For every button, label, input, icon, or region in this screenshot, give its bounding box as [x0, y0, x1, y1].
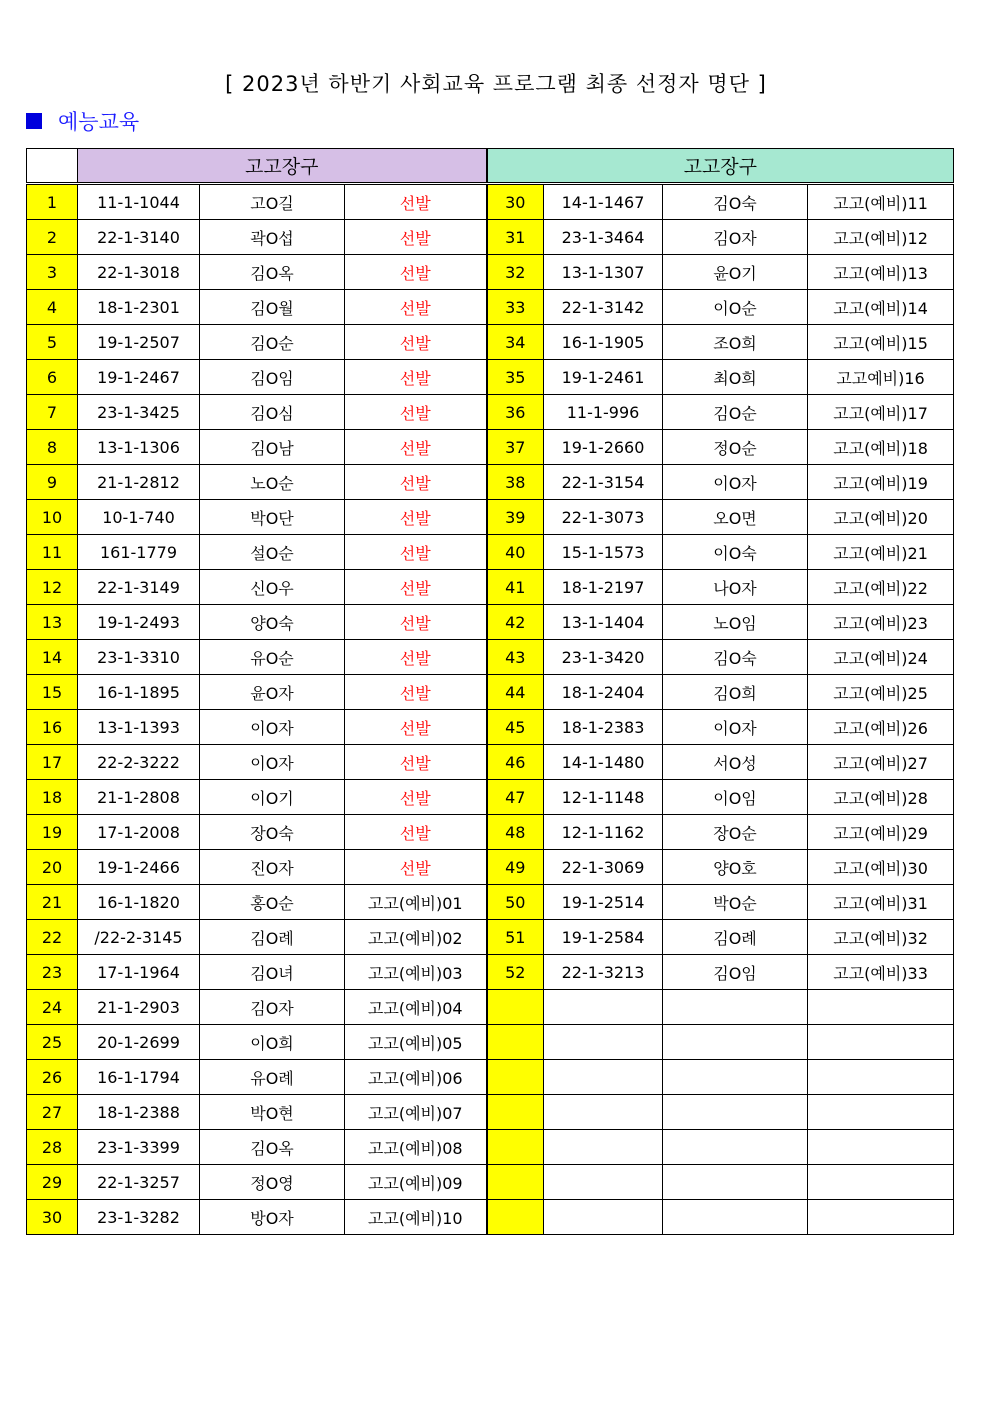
row-number: 45: [487, 710, 544, 745]
member-name: 신O우: [200, 570, 345, 605]
selection-status: 고고(예비)15: [808, 325, 954, 360]
row-number: 2: [27, 220, 78, 255]
selection-status: 선발: [345, 184, 487, 220]
member-name: 이O기: [200, 780, 345, 815]
member-id: 18-1-2197: [544, 570, 663, 605]
member-name: 김O희: [663, 675, 808, 710]
page-title: [ 2023년 하반기 사회교육 프로그램 최종 선정자 명단 ]: [225, 72, 767, 96]
selection-status: 선발: [345, 290, 487, 325]
table-row: [27, 745, 954, 780]
selection-status: [808, 1165, 954, 1200]
member-id: 22-1-3142: [544, 290, 663, 325]
member-id: 22-1-3213: [544, 955, 663, 990]
member-id: 16-1-1905: [544, 325, 663, 360]
selection-status: 선발: [345, 430, 487, 465]
member-name: 노O임: [663, 605, 808, 640]
selection-status: 고고(예비)12: [808, 220, 954, 255]
selection-status: 고고(예비)23: [808, 605, 954, 640]
row-number: 47: [487, 780, 544, 815]
selection-status: 고고(예비)21: [808, 535, 954, 570]
selection-status: 고고(예비)02: [345, 920, 487, 955]
table-row: [27, 430, 954, 465]
selection-status: 선발: [345, 220, 487, 255]
row-number: 44: [487, 675, 544, 710]
member-name: 이O자: [663, 465, 808, 500]
member-name: 서O성: [663, 745, 808, 780]
row-number: 50: [487, 885, 544, 920]
row-number: 51: [487, 920, 544, 955]
selection-status: 고고(예비)20: [808, 500, 954, 535]
table-row: [27, 675, 954, 710]
row-number: 25: [27, 1025, 78, 1060]
row-number: 3: [27, 255, 78, 290]
member-id: 12-1-1162: [544, 815, 663, 850]
member-name: 김O녀: [200, 955, 345, 990]
selection-status: 선발: [345, 850, 487, 885]
table-row: [27, 570, 954, 605]
row-number: 17: [27, 745, 78, 780]
selection-status: 고고(예비)19: [808, 465, 954, 500]
selection-status: 고고(예비)29: [808, 815, 954, 850]
selection-status: 선발: [345, 465, 487, 500]
member-id: 19-1-2467: [78, 360, 200, 395]
member-id: 19-1-2514: [544, 885, 663, 920]
selection-status: 고고(예비)30: [808, 850, 954, 885]
row-number: 18: [27, 780, 78, 815]
member-id: 22-1-3140: [78, 220, 200, 255]
selection-status: 고고(예비)17: [808, 395, 954, 430]
member-id: 12-1-1148: [544, 780, 663, 815]
section-heading: [26, 106, 139, 136]
section-label: 예능교육: [58, 110, 140, 134]
member-id: 13-1-1306: [78, 430, 200, 465]
member-name: 김O자: [200, 990, 345, 1025]
member-id: 14-1-1480: [544, 745, 663, 780]
member-id: [544, 990, 663, 1025]
member-id: [544, 1095, 663, 1130]
row-number: 22: [27, 920, 78, 955]
member-id: 22-1-3018: [78, 255, 200, 290]
row-number: 23: [27, 955, 78, 990]
row-number: 31: [487, 220, 544, 255]
row-number: 38: [487, 465, 544, 500]
selection-status: 고고(예비)27: [808, 745, 954, 780]
member-name: 윤O기: [663, 255, 808, 290]
member-id: 13-1-1404: [544, 605, 663, 640]
member-name: 김O자: [663, 220, 808, 255]
member-name: 이O희: [200, 1025, 345, 1060]
member-name: [663, 1060, 808, 1095]
row-number: 30: [27, 1200, 78, 1235]
member-name: 김O임: [200, 360, 345, 395]
member-id: 19-1-2660: [544, 430, 663, 465]
row-number: 40: [487, 535, 544, 570]
row-number: [487, 1060, 544, 1095]
member-name: 노O순: [200, 465, 345, 500]
member-id: 22-1-3257: [78, 1165, 200, 1200]
row-number: [487, 1200, 544, 1235]
member-name: 김O심: [200, 395, 345, 430]
table-row: [27, 1025, 954, 1060]
member-id: 23-1-3425: [78, 395, 200, 430]
row-number: 39: [487, 500, 544, 535]
member-id: 15-1-1573: [544, 535, 663, 570]
member-name: 이O자: [200, 745, 345, 780]
member-id: 19-1-2493: [78, 605, 200, 640]
row-number: [487, 1095, 544, 1130]
selection-status: 고고(예비)09: [345, 1165, 487, 1200]
selection-status: 선발: [345, 395, 487, 430]
row-number: 19: [27, 815, 78, 850]
member-name: 박O단: [200, 500, 345, 535]
member-name: 양O호: [663, 850, 808, 885]
selection-status: 선발: [345, 675, 487, 710]
table-row: [27, 500, 954, 535]
member-name: 김O숙: [663, 640, 808, 675]
member-name: 방O자: [200, 1200, 345, 1235]
table-row: [27, 465, 954, 500]
table-row: [27, 815, 954, 850]
member-name: [663, 990, 808, 1025]
member-name: 양O숙: [200, 605, 345, 640]
table-row: [27, 920, 954, 955]
row-number: 16: [27, 710, 78, 745]
member-name: 김O숙: [663, 184, 808, 220]
selection-status: 고고(예비)06: [345, 1060, 487, 1095]
member-name: 김O순: [663, 395, 808, 430]
row-number: 20: [27, 850, 78, 885]
row-number: 33: [487, 290, 544, 325]
member-name: 김O남: [200, 430, 345, 465]
member-name: 김O례: [663, 920, 808, 955]
table-row: [27, 1095, 954, 1130]
selection-status: 고고(예비)05: [345, 1025, 487, 1060]
table-row: [27, 955, 954, 990]
member-id: 22-1-3149: [78, 570, 200, 605]
table-row: [27, 780, 954, 815]
selection-status: 고고(예비)03: [345, 955, 487, 990]
table-row: [27, 640, 954, 675]
row-number: 32: [487, 255, 544, 290]
table-row: [27, 1165, 954, 1200]
selection-status: [808, 1025, 954, 1060]
member-id: 21-1-2808: [78, 780, 200, 815]
member-name: 장O순: [663, 815, 808, 850]
row-number: 1: [27, 184, 78, 220]
row-number: [487, 990, 544, 1025]
member-name: 김O옥: [200, 1130, 345, 1165]
row-number: 41: [487, 570, 544, 605]
member-name: 이O임: [663, 780, 808, 815]
row-number: 13: [27, 605, 78, 640]
member-id: 19-1-2584: [544, 920, 663, 955]
member-name: 김O옥: [200, 255, 345, 290]
member-id: 16-1-1794: [78, 1060, 200, 1095]
row-number: 46: [487, 745, 544, 780]
table-row: [27, 220, 954, 255]
member-name: [663, 1200, 808, 1235]
member-id: 23-1-3282: [78, 1200, 200, 1235]
member-id: 23-1-3310: [78, 640, 200, 675]
selection-status: 선발: [345, 640, 487, 675]
table-row: [27, 1060, 954, 1095]
member-id: [544, 1060, 663, 1095]
table-row: [27, 1200, 954, 1235]
member-name: 이O순: [663, 290, 808, 325]
member-id: 22-2-3222: [78, 745, 200, 780]
row-number: 52: [487, 955, 544, 990]
selection-status: 선발: [345, 500, 487, 535]
row-number: 8: [27, 430, 78, 465]
member-id: 21-1-2812: [78, 465, 200, 500]
row-number: 29: [27, 1165, 78, 1200]
member-id: 16-1-1895: [78, 675, 200, 710]
row-number: 11: [27, 535, 78, 570]
member-id: 18-1-2301: [78, 290, 200, 325]
member-name: 김O임: [663, 955, 808, 990]
member-id: 20-1-2699: [78, 1025, 200, 1060]
row-number: 42: [487, 605, 544, 640]
member-id: 19-1-2507: [78, 325, 200, 360]
table-row: [27, 1130, 954, 1165]
selection-status: 선발: [345, 360, 487, 395]
member-id: 19-1-2466: [78, 850, 200, 885]
member-id: [544, 1025, 663, 1060]
table-header-row: [27, 149, 954, 184]
row-number: 15: [27, 675, 78, 710]
selection-status: [808, 1060, 954, 1095]
member-name: 이O숙: [663, 535, 808, 570]
member-id: 18-1-2404: [544, 675, 663, 710]
member-id: 23-1-3464: [544, 220, 663, 255]
row-number: 4: [27, 290, 78, 325]
selection-status: 고고(예비)08: [345, 1130, 487, 1165]
member-id: 16-1-1820: [78, 885, 200, 920]
row-number: 37: [487, 430, 544, 465]
member-id: [544, 1130, 663, 1165]
row-number: 7: [27, 395, 78, 430]
row-number: 9: [27, 465, 78, 500]
member-id: 11-1-996: [544, 395, 663, 430]
member-name: 나O자: [663, 570, 808, 605]
member-name: 장O숙: [200, 815, 345, 850]
row-number: 48: [487, 815, 544, 850]
member-name: [663, 1130, 808, 1165]
selection-status: 선발: [345, 745, 487, 780]
selection-status: 고고(예비)07: [345, 1095, 487, 1130]
selection-status: 고고(예비)01: [345, 885, 487, 920]
member-name: 고O길: [200, 184, 345, 220]
row-number: 27: [27, 1095, 78, 1130]
member-id: 19-1-2461: [544, 360, 663, 395]
member-id: 14-1-1467: [544, 184, 663, 220]
row-number: [487, 1130, 544, 1165]
member-name: 김O월: [200, 290, 345, 325]
member-name: 유O례: [200, 1060, 345, 1095]
row-number: 26: [27, 1060, 78, 1095]
member-name: 최O희: [663, 360, 808, 395]
member-name: 윤O자: [200, 675, 345, 710]
header-right-group: 고고장구: [487, 149, 954, 184]
row-number: 10: [27, 500, 78, 535]
header-left-group: 고고장구: [78, 149, 487, 184]
row-number: 36: [487, 395, 544, 430]
row-number: 12: [27, 570, 78, 605]
table-row: [27, 290, 954, 325]
selection-status: 고고(예비)22: [808, 570, 954, 605]
roster-table: [26, 148, 954, 1235]
row-number: 43: [487, 640, 544, 675]
member-name: 곽O섭: [200, 220, 345, 255]
member-id: 13-1-1393: [78, 710, 200, 745]
member-name: 박O현: [200, 1095, 345, 1130]
member-name: 김O례: [200, 920, 345, 955]
member-name: 오O면: [663, 500, 808, 535]
selection-status: [808, 1095, 954, 1130]
row-number: [487, 1025, 544, 1060]
row-number: [487, 1165, 544, 1200]
row-number: 6: [27, 360, 78, 395]
selection-status: 고고(예비)13: [808, 255, 954, 290]
member-id: 23-1-3420: [544, 640, 663, 675]
selection-status: 고고(예비)25: [808, 675, 954, 710]
table-row: [27, 885, 954, 920]
member-name: 정O영: [200, 1165, 345, 1200]
square-bullet-icon: [26, 113, 42, 129]
member-id: /22-2-3145: [78, 920, 200, 955]
table-row: [27, 990, 954, 1025]
member-name: 조O희: [663, 325, 808, 360]
table-row: [27, 184, 954, 220]
table-row: [27, 535, 954, 570]
selection-status: 선발: [345, 605, 487, 640]
member-name: 박O순: [663, 885, 808, 920]
selection-status: 고고예비)16: [808, 360, 954, 395]
selection-status: 고고(예비)10: [345, 1200, 487, 1235]
selection-status: 고고(예비)26: [808, 710, 954, 745]
member-id: 23-1-3399: [78, 1130, 200, 1165]
selection-status: 선발: [345, 710, 487, 745]
row-number: 30: [487, 184, 544, 220]
selection-status: 고고(예비)33: [808, 955, 954, 990]
member-id: 21-1-2903: [78, 990, 200, 1025]
selection-status: 고고(예비)28: [808, 780, 954, 815]
selection-status: 고고(예비)11: [808, 184, 954, 220]
member-name: 설O순: [200, 535, 345, 570]
member-id: 11-1-1044: [78, 184, 200, 220]
member-name: [663, 1025, 808, 1060]
table-row: [27, 360, 954, 395]
selection-status: [808, 1130, 954, 1165]
selection-status: 고고(예비)18: [808, 430, 954, 465]
member-name: 정O순: [663, 430, 808, 465]
row-number: 21: [27, 885, 78, 920]
member-name: [663, 1095, 808, 1130]
row-number: 24: [27, 990, 78, 1025]
member-id: [544, 1165, 663, 1200]
selection-status: 고고(예비)14: [808, 290, 954, 325]
row-number: 14: [27, 640, 78, 675]
table-row: [27, 605, 954, 640]
selection-status: [808, 990, 954, 1025]
row-number: 34: [487, 325, 544, 360]
member-id: 161-1779: [78, 535, 200, 570]
selection-status: 선발: [345, 815, 487, 850]
member-id: [544, 1200, 663, 1235]
member-name: 유O순: [200, 640, 345, 675]
member-id: 22-1-3069: [544, 850, 663, 885]
member-name: 이O자: [663, 710, 808, 745]
selection-status: 고고(예비)32: [808, 920, 954, 955]
selection-status: 선발: [345, 570, 487, 605]
member-id: 18-1-2383: [544, 710, 663, 745]
row-number: 28: [27, 1130, 78, 1165]
table-row: [27, 395, 954, 430]
member-id: 18-1-2388: [78, 1095, 200, 1130]
selection-status: 선발: [345, 780, 487, 815]
member-id: 22-1-3154: [544, 465, 663, 500]
selection-status: 고고(예비)04: [345, 990, 487, 1025]
table-row: [27, 325, 954, 360]
header-blank-cell: [27, 149, 78, 184]
table-row: [27, 710, 954, 745]
table-row: [27, 255, 954, 290]
member-name: 홍O순: [200, 885, 345, 920]
row-number: 5: [27, 325, 78, 360]
member-id: 17-1-2008: [78, 815, 200, 850]
member-id: 10-1-740: [78, 500, 200, 535]
member-name: 김O순: [200, 325, 345, 360]
table-row: [27, 850, 954, 885]
member-name: 진O자: [200, 850, 345, 885]
member-id: 17-1-1964: [78, 955, 200, 990]
selection-status: 고고(예비)24: [808, 640, 954, 675]
member-name: 이O자: [200, 710, 345, 745]
selection-status: 선발: [345, 535, 487, 570]
selection-status: 고고(예비)31: [808, 885, 954, 920]
row-number: 49: [487, 850, 544, 885]
member-id: 13-1-1307: [544, 255, 663, 290]
member-name: [663, 1165, 808, 1200]
selection-status: 선발: [345, 255, 487, 290]
selection-status: 선발: [345, 325, 487, 360]
row-number: 35: [487, 360, 544, 395]
member-id: 22-1-3073: [544, 500, 663, 535]
selection-status: [808, 1200, 954, 1235]
